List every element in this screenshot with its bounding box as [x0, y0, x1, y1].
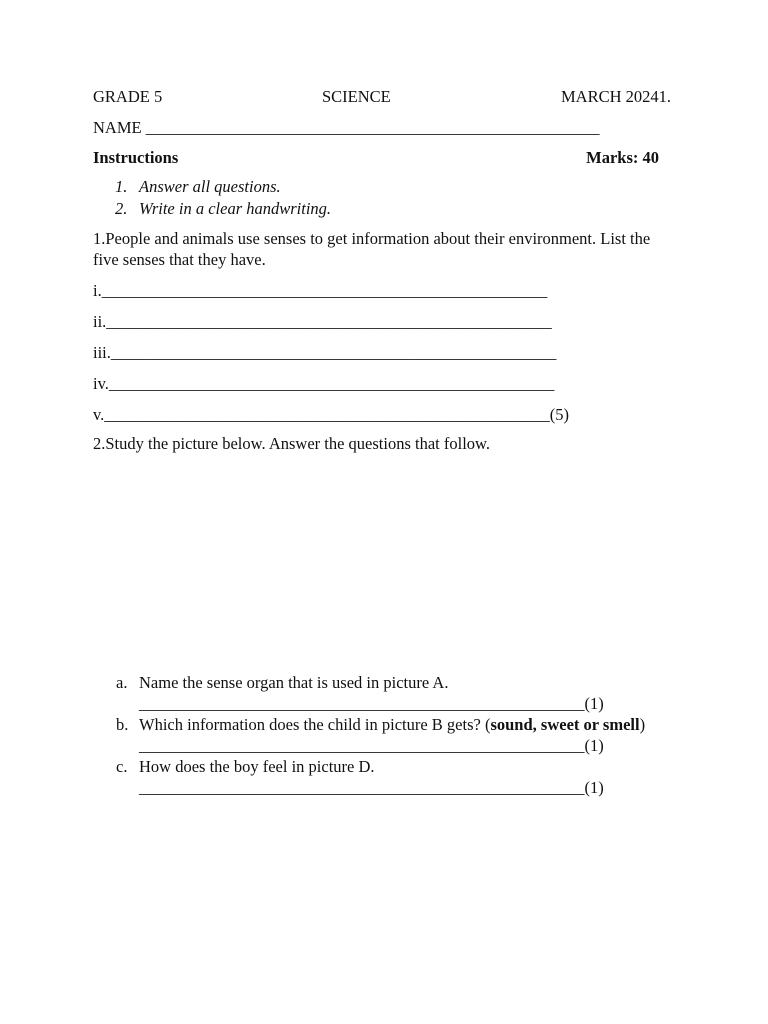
instructions-row [93, 147, 659, 169]
name-field-line: NAME _______________________________________________________ [93, 118, 600, 137]
instruction-text: Answer all questions. [139, 177, 281, 196]
question-text: Name the sense organ that is used in picture A. [139, 673, 449, 692]
grade-label: GRADE 5 [93, 87, 163, 106]
instructions-list [93, 176, 673, 220]
answer-line-ii: ii.______________________________________________________ [93, 312, 552, 331]
question-text: How does the boy feel in picture D. [139, 757, 375, 776]
question-2-text: 2.Study the picture below. Answer the questions that follow. [93, 434, 491, 453]
answer-line-iii: iii.______________________________________________________ [93, 343, 557, 362]
picture-placeholder [93, 454, 673, 672]
exam-date: MARCH 20241. [560, 87, 671, 106]
instruction-item [93, 198, 673, 220]
answer-line-iv: iv.______________________________________________________ [93, 374, 555, 393]
marks-total: Marks: 40 [586, 148, 659, 167]
subject-label: SCIENCE [322, 87, 391, 106]
instruction-text: Write in a clear handwriting. [139, 199, 332, 218]
sub-question-text [139, 756, 673, 777]
sub-question-text [139, 714, 673, 735]
sub-question-letter: b. [116, 715, 129, 734]
exam-page [93, 86, 673, 798]
answer-line-i: i.______________________________________________________ [93, 281, 548, 300]
sub-question-answer-line: ______________________________________________________(1) [139, 778, 604, 797]
sub-question-c [93, 756, 673, 798]
sub-question-answer-line: ______________________________________________________(1) [139, 736, 604, 755]
sub-question-a [93, 672, 673, 714]
instructions-heading: Instructions [93, 148, 179, 167]
sub-question-letter: a. [116, 673, 128, 692]
instruction-number: 2. [115, 199, 128, 218]
question-1-text: 1.People and animals use senses to get information about their environment. List the five senses that they have. [93, 229, 651, 269]
question-text-end: ) [639, 715, 646, 734]
instruction-number: 1. [115, 177, 128, 196]
sub-question-letter: c. [116, 757, 128, 776]
answer-line-v: v.______________________________________________________(5) [93, 405, 570, 424]
sub-question-text [139, 672, 673, 693]
sub-question-answer-line: ______________________________________________________(1) [139, 694, 604, 713]
sub-question-b [93, 714, 673, 756]
question-text: Which information does the child in picture B gets? ( [139, 715, 491, 734]
exam-header [93, 86, 673, 108]
question-options-bold: sound, sweet or smell [490, 715, 640, 734]
instruction-item [93, 176, 673, 198]
